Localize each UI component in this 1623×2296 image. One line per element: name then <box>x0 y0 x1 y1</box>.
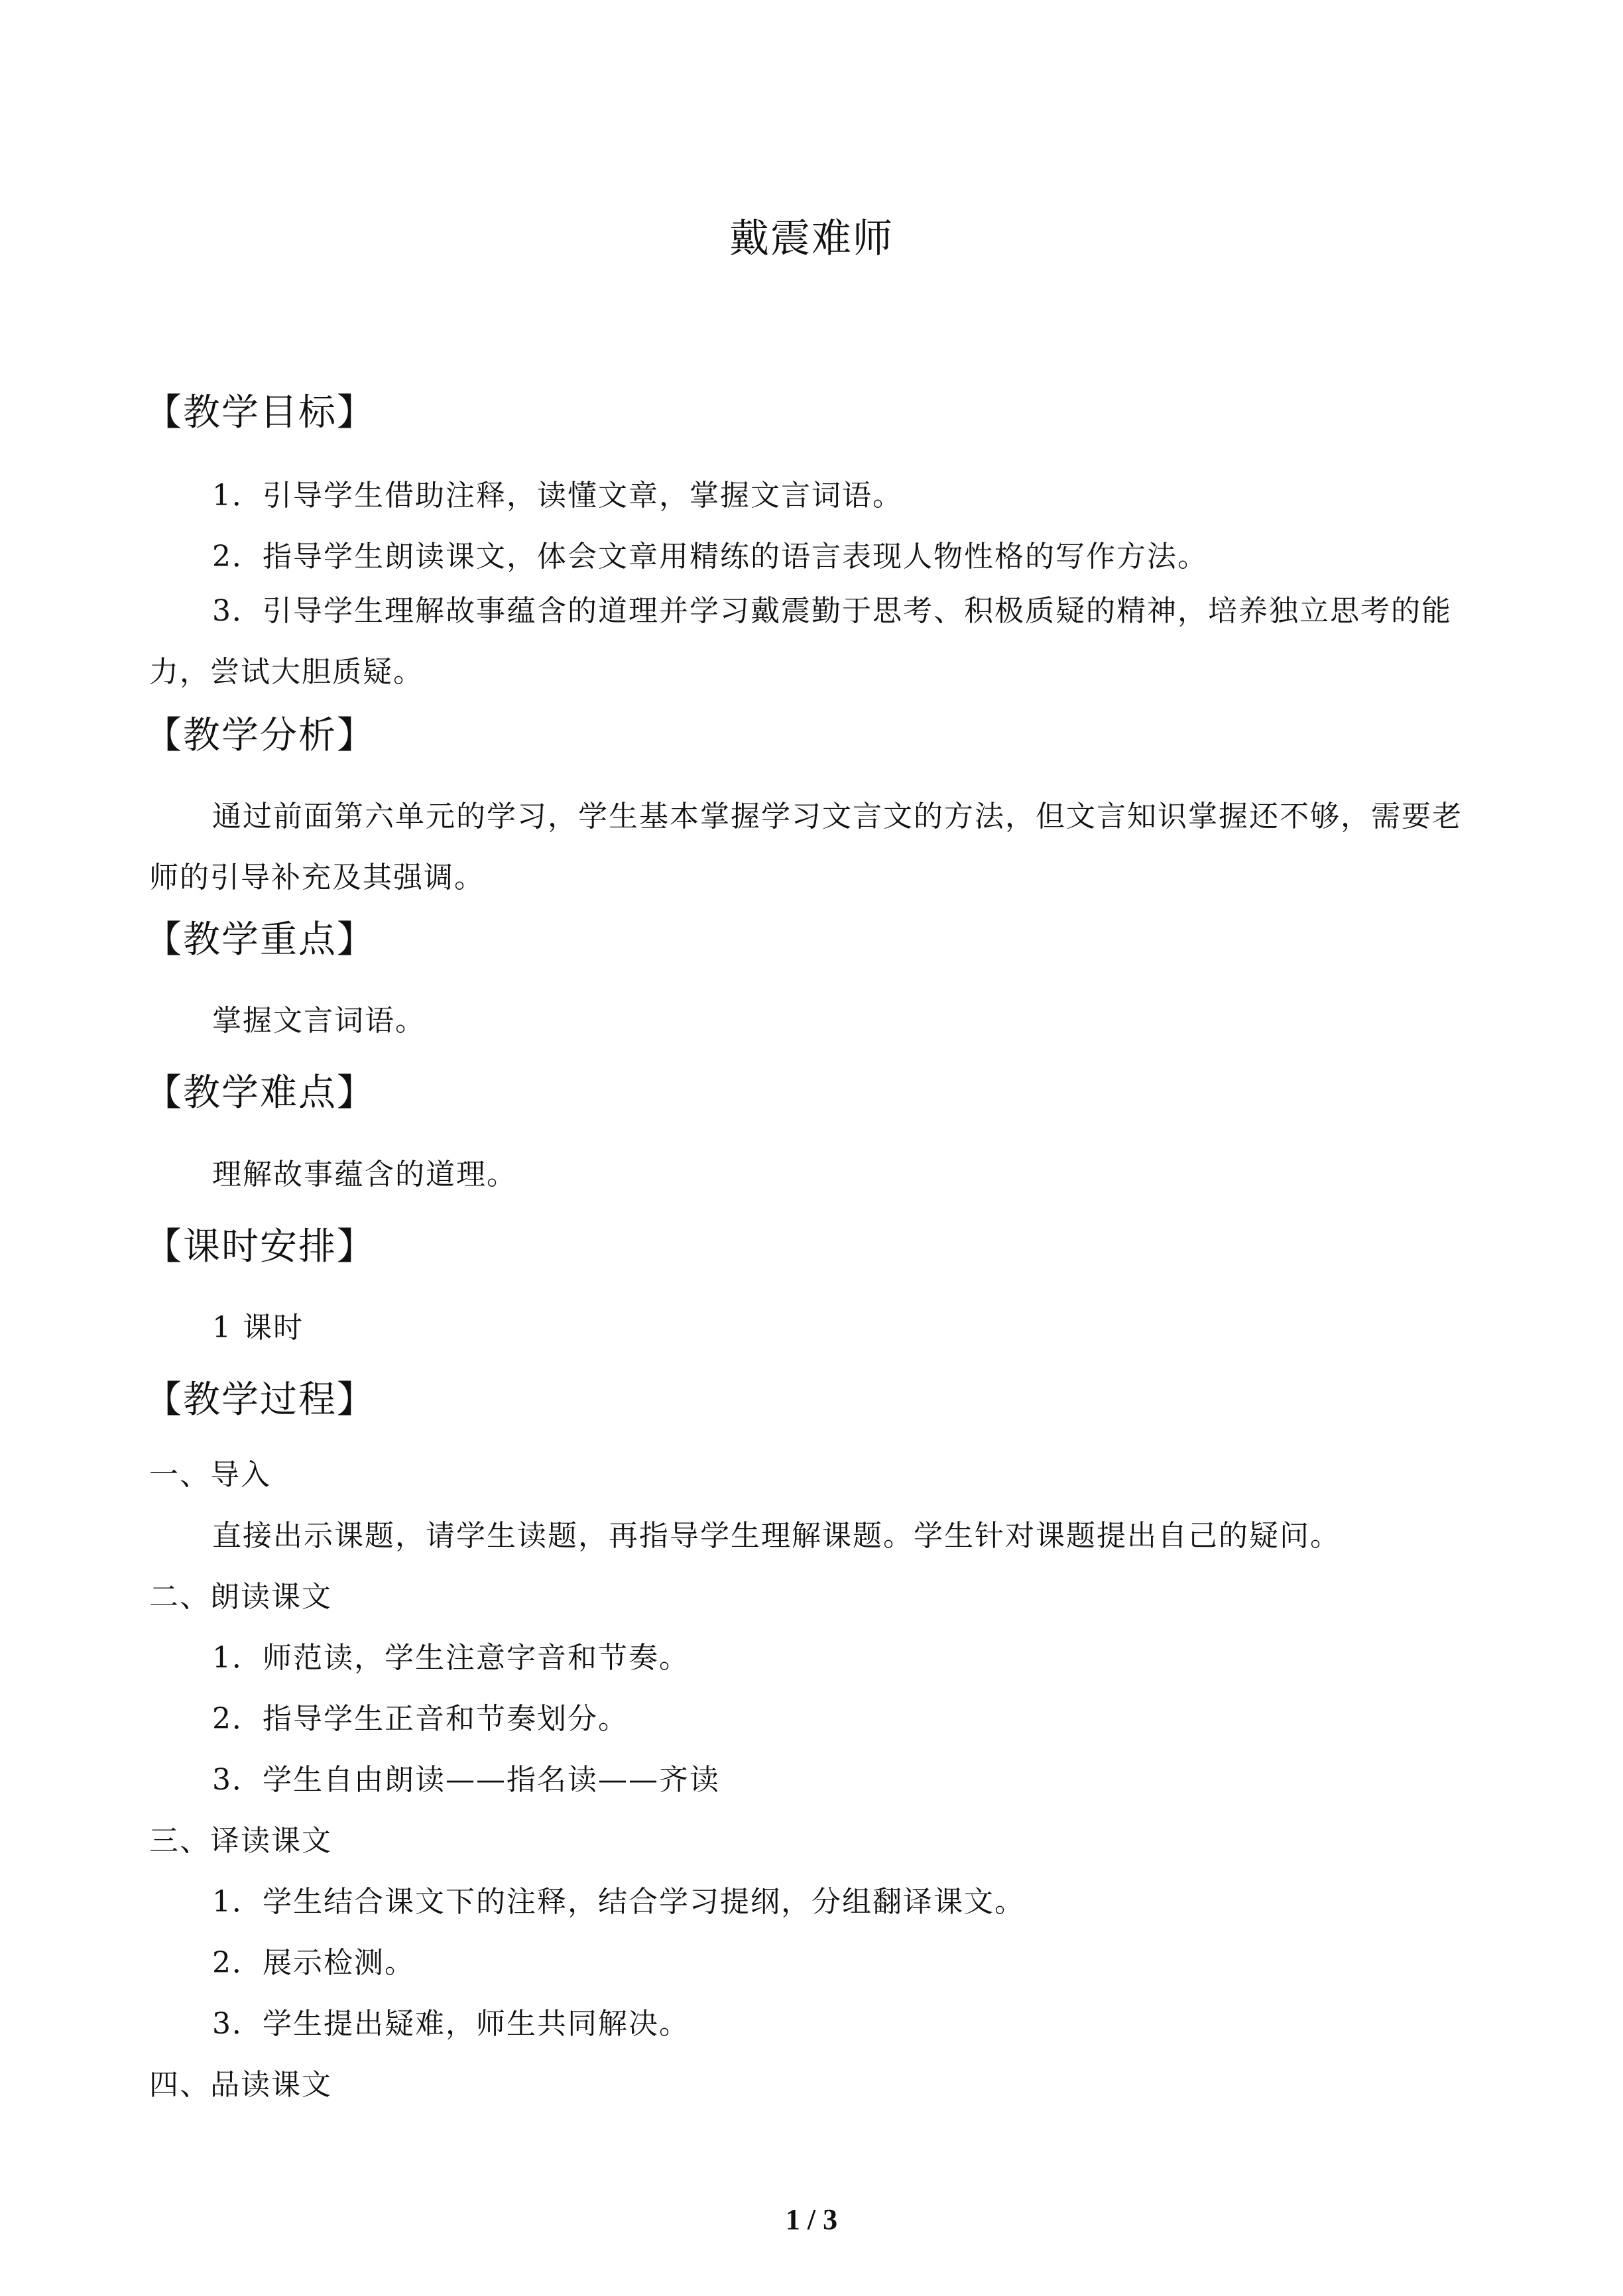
difficulties-text: 理解故事蕴含的道理。 <box>212 1158 517 1191</box>
objective-item-3: 3．引导学生理解故事蕴含的道理并学习戴震勤于思考、积极质疑的精神，培养独立思考的能力，尝试大胆质疑。 <box>149 594 1452 689</box>
heading-key-points: 【教学重点】 <box>145 918 375 961</box>
process-part1-title: 一、导入 <box>149 1458 271 1492</box>
page-title: 戴震难师 <box>729 215 894 262</box>
key-points-text: 掌握文言词语。 <box>212 1004 426 1038</box>
process-part3-item-1: 1．学生结合课文下的注释，结合学习提纲，分组翻译课文。 <box>212 1885 1025 1919</box>
schedule-text: 1 课时 <box>212 1311 304 1345</box>
process-part3-title: 三、译读课文 <box>149 1824 332 1858</box>
heading-analysis: 【教学分析】 <box>145 714 375 757</box>
process-part1-text: 直接出示课题，请学生读题，再指导学生理解课题。学生针对课题提出自己的疑问。 <box>212 1519 1341 1553</box>
process-part4-title: 四、品读课文 <box>149 2068 332 2102</box>
heading-difficulties: 【教学难点】 <box>145 1071 375 1115</box>
process-part2-title: 二、朗读课文 <box>149 1580 332 1614</box>
objective-item-2: 2．指导学生朗读课文，体会文章用精练的语言表现人物性格的写作方法。 <box>212 540 1208 574</box>
page-number: 1 / 3 <box>785 2203 838 2236</box>
heading-schedule: 【课时安排】 <box>145 1225 375 1268</box>
objective-item-1: 1．引导学生借助注释，读懂文章，掌握文言词语。 <box>212 479 903 513</box>
heading-process: 【教学过程】 <box>145 1378 375 1421</box>
heading-objectives: 【教学目标】 <box>145 391 375 434</box>
process-part3-item-2: 2．展示检测。 <box>212 1946 415 1980</box>
process-part2-item-1: 1．师范读，学生注意字音和节奏。 <box>212 1641 690 1675</box>
process-part2-item-2: 2．指导学生正音和节奏划分。 <box>212 1702 629 1736</box>
process-part3-item-3: 3．学生提出疑难，师生共同解决。 <box>212 2007 690 2041</box>
process-part2-item-3: 3．学生自由朗读——指名读——齐读 <box>212 1763 720 1797</box>
analysis-text: 通过前面第六单元的学习，学生基本掌握学习文言文的方法，但文言知识掌握还不够，需要老师的引导补充及其强调。 <box>149 800 1463 894</box>
